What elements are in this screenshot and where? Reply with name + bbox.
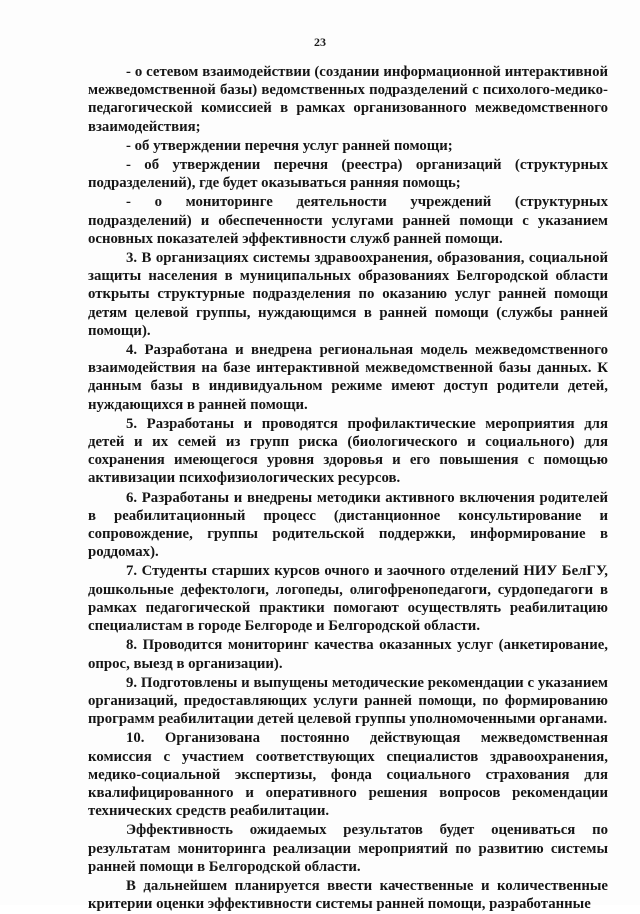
paragraph-item-8: 8. Проводится мониторинг качества оказанных услуг (анкетирование, опрос, выезд в организации).: [88, 637, 608, 672]
document-body: [88, 63, 608, 914]
page-number: 23: [314, 35, 326, 49]
paragraph-organizations-registry: - об утверждении перечня (реестра) организаций (структурных подразделений), где будет оказываться ранняя помощь;: [88, 157, 608, 192]
paragraph-monitoring: - о мониторинге деятельности учреждений (структурных подразделений) и обеспеченности услугами ранней помощи с указанием основных показателей эффективности служб ранней помощи.: [88, 194, 608, 247]
paragraph-item-9: 9. Подготовлены и выпущены методические рекомендации с указанием организаций, предоставляющих услуги ранней помощи, по формированию программ реабилитации детей целевой группы уполномоченными органами.: [88, 674, 608, 728]
paragraph-future-plans: В дальнейшем планируется ввести качественные и количественные критерии оценки эффективности системы ранней помощи, разработанные: [88, 877, 608, 913]
paragraph-services-list: - об утверждении перечня услуг ранней помощи;: [126, 137, 453, 154]
paragraph-item-3: 3. В организациях системы здравоохранения, образования, социальной защиты населения в муниципальных образованиях Белгородской области открыты структурные подразделения по оказанию услуг ранней помощи детям целевой группы, нуждающимся в ранней помощи (службы ранней помощи).: [88, 250, 608, 339]
paragraph-item-7: 7. Студенты старших курсов очного и заочного отделений НИУ БелГУ, дошкольные дефектологи, логопеды, олигофренопедагоги, сурдопедагоги в рамках педагогической практики помогают осуществлять реабилитацию специалистам в городе Белгороде и Белгородской области.: [88, 563, 608, 635]
paragraph-item-10: 10. Организована постоянно действующая межведомственная комиссия с участием соответствующих специалистов здравоохранения, медико-социальной экспертизы, фонда социального страхования для квалифицированного и оперативного решения вопросов рекомендации технических средств реабилитации.: [88, 730, 608, 820]
paragraph-item-5: 5. Разработаны и проводятся профилактические мероприятия для детей и их семей из групп риска (биологического и социального) для сохранения имеющегося уровня здоровья и его повышения с помощью активизации психофизиологических ресурсов.: [88, 415, 608, 487]
paragraph-network-interaction: - о сетевом взаимодействии (создании информационной интерактивной межведомственной базы) ведомственных подразделений с психолого-медико-педагогической комиссией в рамках организованного межведомственного взаимодействия;: [88, 64, 608, 135]
paragraph-effectiveness: Эффективность ожидаемых результатов будет оцениваться по результатам мониторинга реализации мероприятий по развитию системы ранней помощи в Белгородской области.: [88, 822, 608, 875]
paragraph-item-4: 4. Разработана и внедрена региональная модель межведомственного взаимодействия на базе интерактивной межведомственной базы данных. К данным базы в индивидуальном режиме имеют доступ родители детей, нуждающихся в ранней помощи.: [88, 342, 608, 413]
paragraph-item-6: 6. Разработаны и внедрены методики активного включения родителей в реабилитационный процесс (дистанционное консультирование и сопровождение, группы родительской поддержки, информирование в роддомах).: [88, 489, 608, 561]
